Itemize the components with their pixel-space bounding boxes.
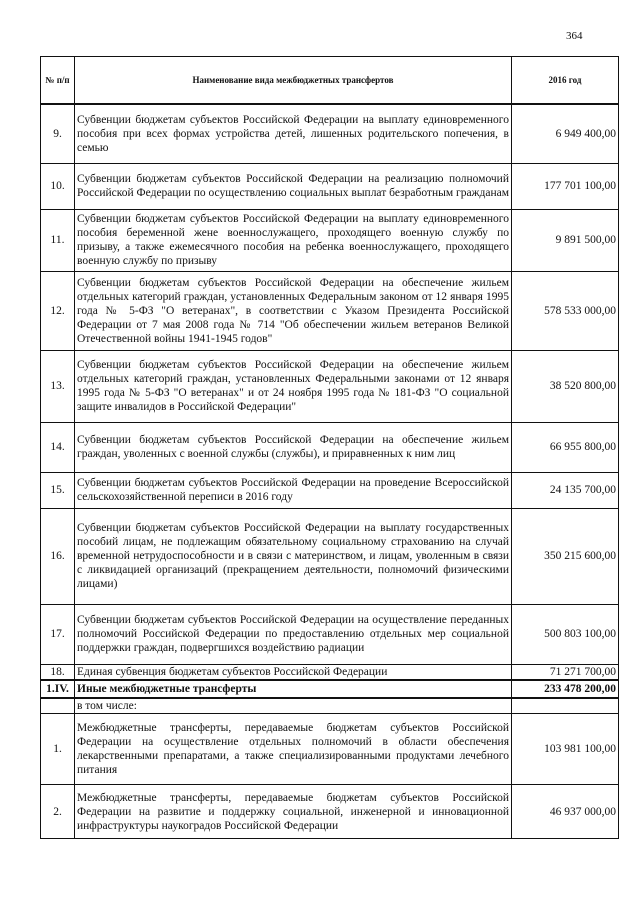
row-value: 350 215 600,00: [512, 508, 619, 604]
row-value: 24 135 700,00: [512, 472, 619, 508]
table-row: [41, 422, 619, 472]
row-number: 16.: [41, 508, 75, 604]
row-number: 13.: [41, 350, 75, 422]
row-number: 12.: [41, 271, 75, 350]
row-text: Единая субвенция бюджетам субъектов Российской Федерации: [75, 664, 512, 680]
row-number: 2.: [41, 785, 75, 839]
table-row: [41, 350, 619, 422]
row-text: Субвенции бюджетам субъектов Российской Федерации на обеспечение жильем отдельных категорий граждан, установленных Федеральным законом от 12 января 1995 года № 5-ФЗ "О ветеранах", в соответствии с Указом Президента Российской Федерации от 7 мая 2008 года № 714 "Об обеспечении жильем ветеранов Великой Отечественной войны 1941-1945 годов": [75, 271, 512, 350]
row-text: Иные межбюджетные трансферты: [75, 680, 512, 698]
row-value: 38 520 800,00: [512, 350, 619, 422]
row-text: Субвенции бюджетам субъектов Российской Федерации на выплату единовременного пособия беременной жене военнослужащего, проходящего военную службу по призыву, а также ежемесячного пособия на ребенка военнослужащего, проходящего военную службу по призыву: [75, 209, 512, 271]
row-text: Субвенции бюджетам субъектов Российской Федерации на осуществление переданных полномочий Российской Федерации по предоставлению отдельных мер социальной поддержки граждан, подвергшихся воздействию радиации: [75, 604, 512, 664]
page-number: 364: [566, 30, 583, 42]
row-number: 1.IV.: [41, 680, 75, 698]
row-text: Межбюджетные трансферты, передаваемые бюджетам субъектов Российской Федерации на развитие и поддержку социальной, инженерной и инновационной инфраструктуры наукоградов Российской Федерации: [75, 785, 512, 839]
table-row-section-total: [41, 680, 619, 698]
table-row: [41, 604, 619, 664]
row-value: 177 701 100,00: [512, 163, 619, 209]
header-name: Наименование вида межбюджетных трансфертов: [75, 57, 512, 105]
row-value: 500 803 100,00: [512, 604, 619, 664]
table-row: [41, 508, 619, 604]
row-value: 578 533 000,00: [512, 271, 619, 350]
table-row: [41, 714, 619, 785]
table-row: [41, 163, 619, 209]
row-text: Субвенции бюджетам субъектов Российской Федерации на обеспечение жильем граждан, уволенных с военной службы (службы), и приравненных к ним лиц: [75, 422, 512, 472]
row-value: 71 271 700,00: [512, 664, 619, 680]
table-header-row: [41, 57, 619, 105]
row-number: [41, 698, 75, 714]
table-row: [41, 472, 619, 508]
header-num: № п/п: [41, 57, 75, 105]
table-row: [41, 104, 619, 163]
row-text: Субвенции бюджетам субъектов Российской Федерации на обеспечение жильем отдельных категорий граждан, установленных Федеральными законами от 12 января 1995 года № 5-ФЗ "О ветеранах" и от 24 ноября 1995 года № 181-ФЗ "О социальной защите инвалидов в Российской Федерации": [75, 350, 512, 422]
row-value: 103 981 100,00: [512, 714, 619, 785]
row-number: 15.: [41, 472, 75, 508]
row-value: 66 955 800,00: [512, 422, 619, 472]
row-number: 9.: [41, 104, 75, 163]
row-value: [512, 698, 619, 714]
row-value: 9 891 500,00: [512, 209, 619, 271]
table-row: [41, 271, 619, 350]
row-number: 10.: [41, 163, 75, 209]
row-number: 17.: [41, 604, 75, 664]
row-text: Субвенции бюджетам субъектов Российской Федерации на проведение Всероссийской сельскохозяйственной переписи в 2016 году: [75, 472, 512, 508]
header-year: 2016 год: [512, 57, 619, 105]
row-text: Субвенции бюджетам субъектов Российской Федерации на выплату единовременного пособия при всех формах устройства детей, лишенных родительского попечения, в семью: [75, 104, 512, 163]
row-number: 14.: [41, 422, 75, 472]
row-text: Межбюджетные трансферты, передаваемые бюджетам субъектов Российской Федерации на осуществление отдельных полномочий в области обеспечения лекарственными препаратами, а также специализированными продуктами лечебного питания: [75, 714, 512, 785]
row-number: 18.: [41, 664, 75, 680]
transfers-table: [40, 56, 619, 839]
row-value: 6 949 400,00: [512, 104, 619, 163]
row-number: 11.: [41, 209, 75, 271]
row-text: Субвенции бюджетам субъектов Российской Федерации на реализацию полномочий Российской Федерации по осуществлению социальных выплат безработным гражданам: [75, 163, 512, 209]
table-row: [41, 664, 619, 680]
table-row: [41, 785, 619, 839]
row-value: 46 937 000,00: [512, 785, 619, 839]
row-text: Субвенции бюджетам субъектов Российской Федерации на выплату государственных пособий лицам, не подлежащим обязательному социальному страхованию на случай временной нетрудоспособности и в связи с материнством, и лицам, уволенным в связи с ликвидацией организаций (прекращением деятельности, полномочий физическими лицами): [75, 508, 512, 604]
row-value: 233 478 200,00: [512, 680, 619, 698]
table-row: [41, 209, 619, 271]
table-row: [41, 698, 619, 714]
row-text: в том числе:: [75, 698, 512, 714]
row-number: 1.: [41, 714, 75, 785]
